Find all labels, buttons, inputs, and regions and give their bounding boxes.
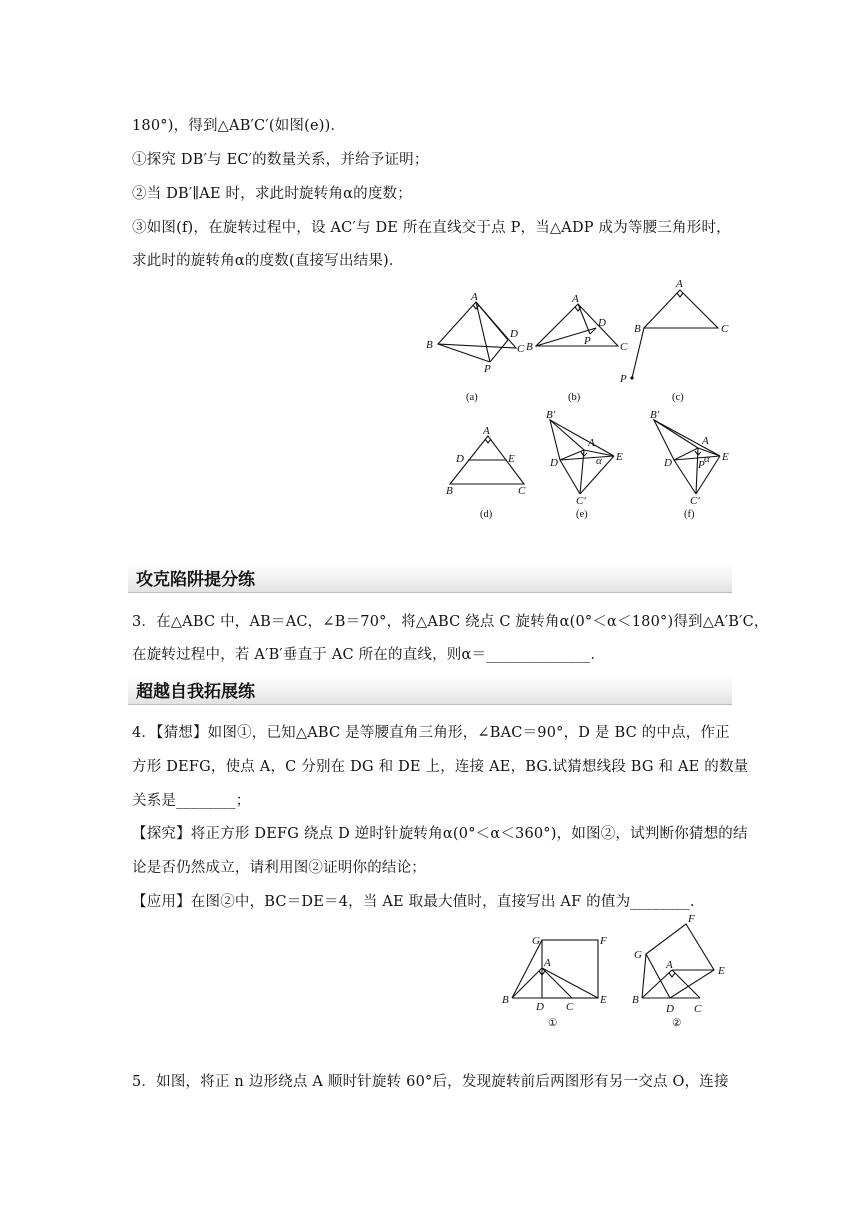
svg-text:A: A [702,435,709,447]
svg-text:E: E [600,994,607,1006]
caption-f: (f) [684,509,695,520]
svg-text:D: D [510,328,518,340]
svg-text:C: C [517,343,525,355]
svg-text:B′: B′ [546,409,556,421]
svg-text:α: α [596,455,602,467]
svg-text:D: D [598,317,606,329]
svg-text:E: E [616,451,623,463]
figure-b [526,293,628,403]
svg-text:A: A [666,959,673,971]
svg-text:P: P [484,363,491,375]
svg-text:A: A [544,957,551,969]
svg-text:P: P [584,335,591,347]
caption-2: ② [672,1018,682,1029]
svg-text:B: B [426,339,433,351]
caption-1: ① [548,1018,558,1029]
figure-a [426,291,525,403]
svg-text:G: G [634,949,642,961]
svg-text:C: C [694,1003,702,1015]
problem2-line3: ②当 DB′∥AE 时，求此时旋转角α的度数； [132,186,412,202]
section-title-1: 攻克陷阱提分练 [136,570,255,590]
problem5-line1: 5．如图，将正 n 边形绕点 A 顺时针旋转 60°后，发现旋转前后两图形有另一交点 O，连接 [132,1074,729,1090]
problem3-line1: 3．在△ABC 中，AB＝AC，∠B＝70°，将△ABC 绕点 C 旋转角α(0°＜α＜180°)得到△A′B′C， [132,614,769,630]
svg-text:E: E [718,965,725,977]
section-header-2 [128,674,732,705]
problem2-line4: ③如图(f)，在旋转过程中，设 AC′与 DE 所在直线交于点 P，当△ADP 成为等腰三角形时， [132,220,731,236]
svg-text:C: C [721,323,729,335]
svg-text:G: G [532,935,540,947]
figure-e [546,409,623,520]
figure-c [619,278,729,403]
figure-1 [502,935,607,1029]
problem2-line5: 求此时的旋转角α的度数(直接写出结果)． [132,253,404,269]
section-header-1 [128,562,732,593]
svg-text:P: P [698,459,705,471]
figure-2 [632,913,725,1029]
svg-text:α: α [704,453,710,465]
svg-text:D: D [666,1003,674,1015]
caption-d: (d) [480,509,493,520]
svg-text:D: D [550,457,558,469]
problem2-figures [418,272,758,520]
svg-text:P: P [620,373,627,385]
svg-text:B: B [502,994,509,1006]
svg-text:F: F [600,935,607,947]
problem4-line3: 关系是________； [132,793,251,809]
svg-text:E: E [722,451,729,463]
svg-text:A: A [471,291,478,303]
svg-text:B: B [526,341,533,353]
svg-text:C: C [620,341,628,353]
problem4-line2: 方形 DEFG，使点 A，C 分别在 DG 和 DE 上，连接 AE，BG.试猜想线段 BG 和 AE 的数量 [132,759,749,775]
svg-text:C′: C′ [690,495,700,507]
problem4-line5: 论是否仍然成立，请利用图②证明你的结论； [132,860,426,876]
svg-text:A: A [588,437,595,449]
svg-text:D: D [456,453,464,465]
caption-a: (a) [466,392,478,403]
caption-b: (b) [568,392,581,403]
svg-text:C′: C′ [576,495,586,507]
problem3-line2: 在旋转过程中，若 A′B′垂直于 AC 所在的直线，则α＝______________． [132,647,606,663]
section-title-2: 超越自我拓展练 [136,682,255,702]
svg-text:D: D [664,457,672,469]
caption-e: (e) [576,509,588,520]
svg-text:E: E [508,453,515,465]
svg-text:D: D [536,1001,544,1013]
problem2-line2: ①探究 DB′与 EC′的数量关系，并给予证明； [132,152,429,168]
svg-text:F: F [688,913,695,925]
caption-c: (c) [672,392,684,403]
problem4-line4: 【探究】将正方形 DEFG 绕点 D 逆时针旋转角α(0°＜α＜360°)，如图②，试判断你猜想的结 [132,826,748,842]
problem4-line6: 【应用】在图②中，BC＝DE＝4，当 AE 取最大值时，直接写出 AF 的值为________． [132,894,705,910]
svg-text:B′: B′ [650,409,660,421]
svg-text:A: A [676,278,683,290]
problem4-figures [500,910,740,1030]
svg-text:A: A [483,425,490,437]
problem2-line1: 180°)，得到△AB′C′(如图(e))． [132,118,346,134]
problem4-line1: 4．【猜想】如图①，已知△ABC 是等腰直角三角形，∠BAC＝90°，D 是 BC 的中点，作正 [132,725,730,741]
svg-text:B: B [446,485,453,497]
svg-text:C: C [518,485,526,497]
svg-text:B: B [634,323,641,335]
svg-text:C: C [566,1001,574,1013]
svg-text:A: A [572,293,579,305]
figure-d [446,425,526,520]
figure-f [650,409,729,520]
svg-text:B: B [632,994,639,1006]
